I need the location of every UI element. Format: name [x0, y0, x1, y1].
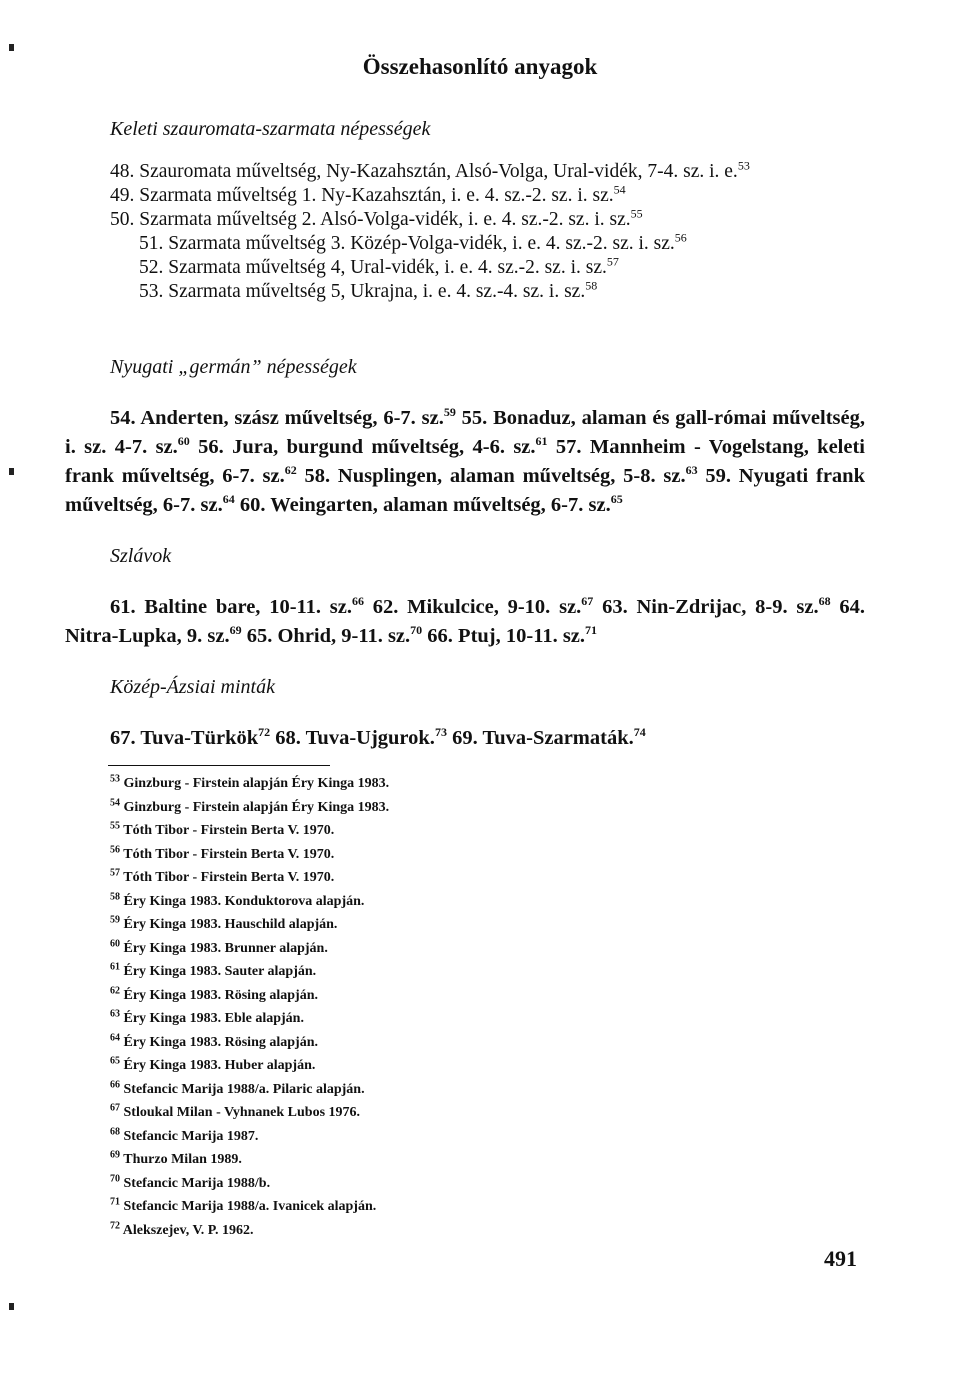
list-item: 51. Szarmata műveltség 3. Közép-Volga-vidék, i. e. 4. sz.-2. sz. i. sz.$^{56}$ [139, 230, 687, 254]
footnote: $^{70}$ Stefancic Marija 1988/b. [110, 1172, 271, 1191]
kozepazsiai-paragraph: 67. Tuva-Türkök$^{72}$ 68. Tuva-Ujgurok.$^{73}$ 69. Tuva-Szarmaták.$^{74}$ [110, 724, 646, 749]
footnote-separator [108, 765, 330, 766]
section-heading-keleti: Keleti szauromata-szarmata népességek [110, 118, 431, 140]
footnote: $^{57}$ Tóth Tibor - Firstein Berta V. 1970. [110, 867, 335, 885]
page-title: Összehasonlító anyagok [362, 54, 598, 79]
footnote: $^{58}$ Éry Kinga 1983. Konduktorova alapján. [110, 890, 365, 909]
footnote: $^{66}$ Stefancic Marija 1988/a. Pilaric alapján. [110, 1078, 365, 1097]
keleti-list [110, 160, 750, 304]
scan-mark [9, 468, 14, 475]
nyugati-paragraph: 54. Anderten, szász műveltség, 6-7. sz.$^{59}$ 55. Bonaduz, alaman és gall-római műveltség, i. sz. 4-7. sz.$^{60}$ 56. Jura, burgund műveltség, 4-6. sz.$^{61}$ 57. Mannheim - Vogelstang, keleti frank műveltség, 6-7. sz.$^{62}$ 58. Nusplingen, alaman műveltség, 5-8. sz.$^{63}$ 59. Nyugati frank műveltség, 6-7. sz.$^{64}$ 60. Weingarten, alaman műveltség, 6-7. sz.$^{65}$ [65, 404, 865, 516]
footnote: $^{64}$ Éry Kinga 1983. Rösing alapján. [110, 1031, 318, 1050]
footnotes [110, 772, 389, 1242]
list-item: 50. Szarmata műveltség 2. Alsó-Volga-vidék, i. e. 4. sz.-2. sz. i. sz.$^{55}$ [110, 206, 643, 230]
footnote: $^{63}$ Éry Kinga 1983. Eble alapján. [110, 1008, 304, 1026]
footnote: $^{61}$ Éry Kinga 1983. Sauter alapján. [110, 961, 317, 979]
list-item: 52. Szarmata műveltség 4, Ural-vidék, i. e. 4. sz.-2. sz. i. sz.$^{57}$ [139, 254, 619, 278]
list-item: 49. Szarmata műveltség 1. Ny-Kazahsztán, i. e. 4. sz.-2. sz. i. sz.$^{54}$ [110, 182, 626, 206]
section-heading-szlavok: Szlávok [110, 545, 172, 567]
footnote: $^{60}$ Éry Kinga 1983. Brunner alapján. [110, 937, 328, 956]
section-heading-kozepazsiai: Közép-Ázsiai minták [110, 676, 275, 698]
page-number: 491 [824, 1246, 857, 1271]
szlavok-paragraph: 61. Baltine bare, 10-11. sz.$^{66}$ 62. Mikulcice, 9-10. sz.$^{67}$ 63. Nin-Zdrijac, 8-9. sz.$^{68}$ 64. Nitra-Lupka, 9. sz.$^{69}$ 65. Ohrid, 9-11. sz.$^{70}$ 66. Ptuj, 10-11. sz.$^{71}$ [65, 593, 865, 647]
footnote: $^{71}$ Stefancic Marija 1988/a. Ivanicek alapján. [110, 1196, 377, 1214]
list-item: 48. Szauromata műveltség, Ny-Kazahsztán, Alsó-Volga, Ural-vidék, 7-4. sz. i. e.$^{53}$ [110, 158, 750, 182]
list-item: 53. Szarmata műveltség 5, Ukrajna, i. e. 4. sz.-4. sz. i. sz.$^{58}$ [139, 278, 598, 302]
footnote: $^{65}$ Éry Kinga 1983. Huber alapján. [110, 1055, 316, 1073]
footnote: $^{72}$ Alekszejev, V. P. 1962. [110, 1219, 254, 1238]
footnote: $^{53}$ Ginzburg - Firstein alapján Éry Kinga 1983. [110, 773, 390, 791]
footnote: $^{59}$ Éry Kinga 1983. Hauschild alapján. [110, 914, 338, 932]
footnote: $^{55}$ Tóth Tibor - Firstein Berta V. 1970. [110, 820, 335, 838]
footnote: $^{67}$ Stloukal Milan - Vyhnanek Lubos 1976. [110, 1102, 361, 1120]
scan-mark [9, 44, 14, 51]
footnote: $^{56}$ Tóth Tibor - Firstein Berta V. 1970. [110, 843, 335, 862]
footnote: $^{68}$ Stefancic Marija 1987. [110, 1125, 259, 1144]
scan-mark [9, 1303, 14, 1310]
footnote: $^{62}$ Éry Kinga 1983. Rösing alapján. [110, 984, 318, 1003]
footnote: $^{69}$ Thurzo Milan 1989. [110, 1149, 242, 1167]
footnote: $^{54}$ Ginzburg - Firstein alapján Éry Kinga 1983. [110, 796, 390, 815]
section-heading-nyugati: Nyugati „germán” népességek [110, 356, 357, 378]
